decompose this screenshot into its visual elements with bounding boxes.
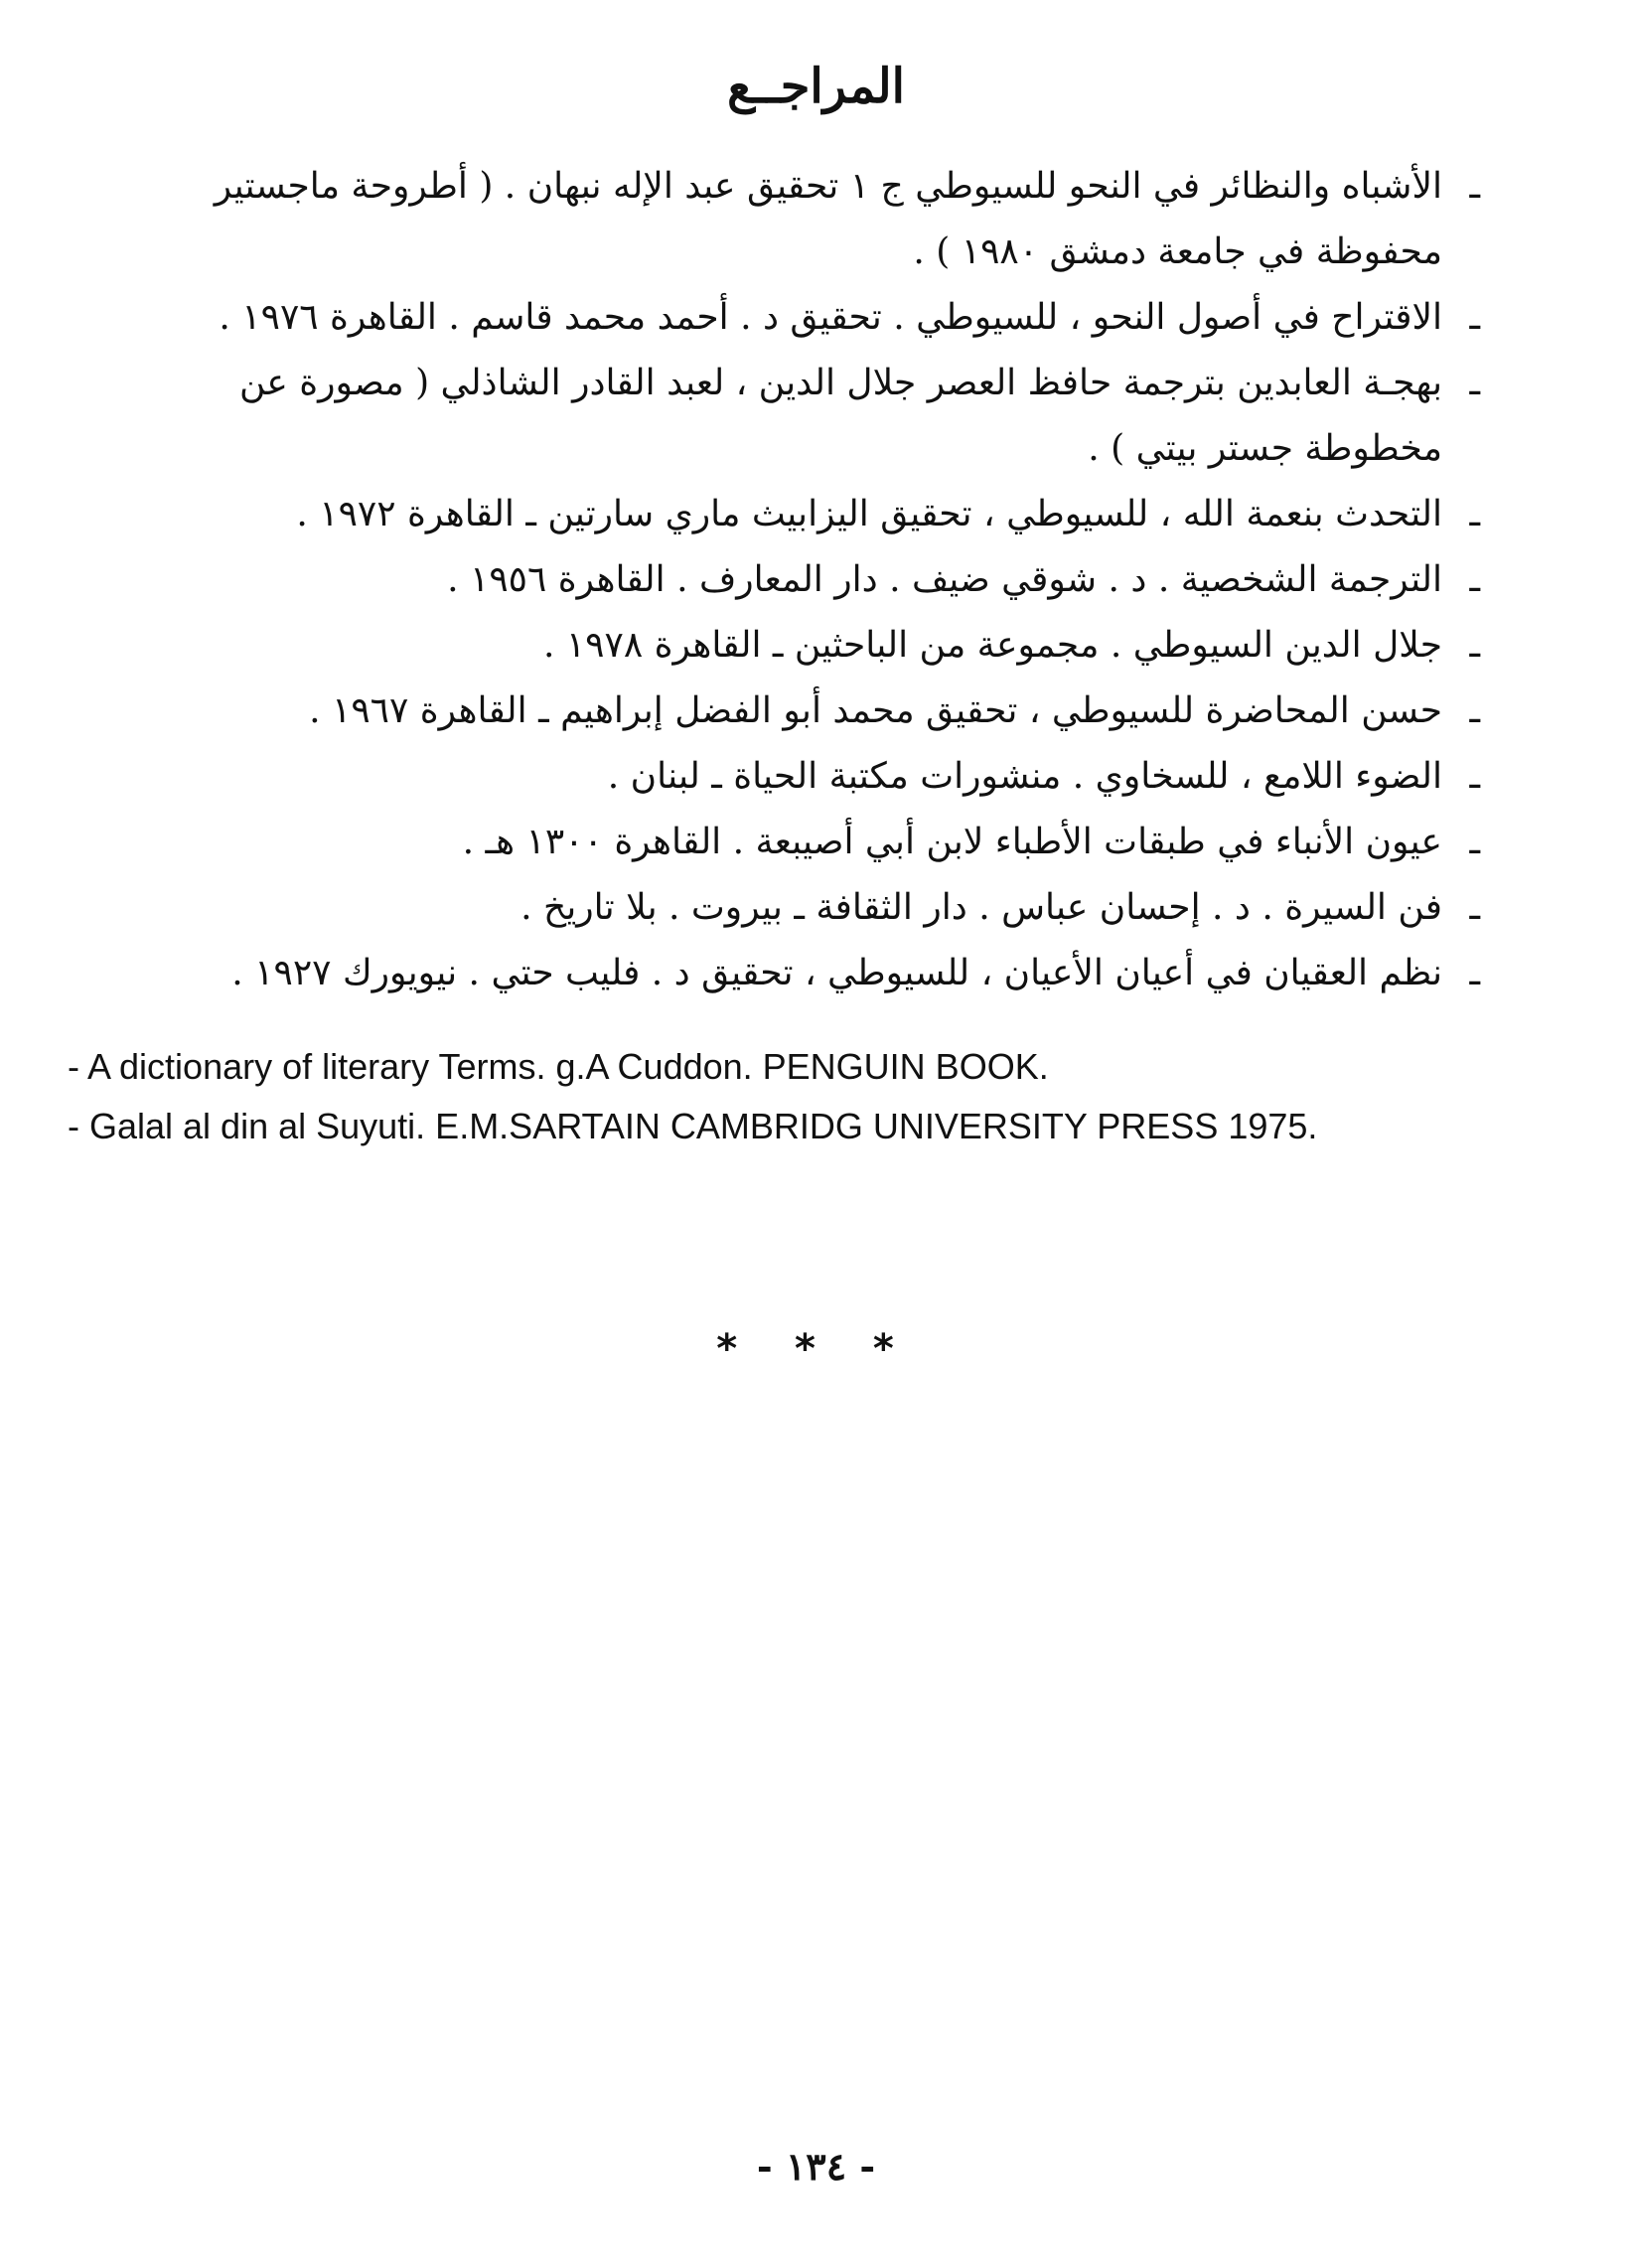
arabic-reference-item	[199, 482, 1480, 547]
reference-text: عيون الأنباء في طبقات الأطباء لابن أبي أصيبعة . القاهرة ١٣٠٠ هـ .	[462, 822, 1442, 862]
reference-text: بهجـة العابدين بترجمة حافظ العصر جلال الدين ، لعبد القادر الشاذلي ( مصورة عن مخطوطة جستر بيتي ) .	[238, 363, 1442, 469]
arabic-reference-item	[199, 351, 1480, 482]
list-dash: ـ	[1469, 887, 1480, 928]
list-dash: ـ	[1469, 690, 1480, 731]
arabic-references-list	[199, 154, 1480, 1006]
list-dash: ـ	[1469, 953, 1480, 993]
arabic-reference-item	[199, 744, 1480, 810]
english-reference-item: - A dictionary of literary Terms. g.A Cuddon. PENGUIN BOOK.	[68, 1046, 1049, 1087]
list-dash: ـ	[1469, 822, 1480, 862]
reference-text: نظم العقيان في أعيان الأعيان ، للسيوطي ، تحقيق د . فليب حتي . نيويورك ١٩٢٧ .	[231, 953, 1442, 993]
reference-text: الضوء اللامع ، للسخاوي . منشورات مكتبة الحياة ـ لبنان .	[607, 756, 1442, 797]
list-dash: ـ	[1469, 625, 1480, 666]
reference-text: الترجمة الشخصية . د . شوقي ضيف . دار المعارف . القاهرة ١٩٥٦ .	[447, 559, 1442, 600]
arabic-reference-item	[199, 154, 1480, 285]
english-reference-item: - Galal al din al Suyuti. E.M.SARTAIN CAMBRIDG UNIVERSITY PRESS 1975.	[68, 1106, 1318, 1146]
list-dash: ـ	[1469, 756, 1480, 797]
section-separator: * * *	[716, 1326, 916, 1372]
arabic-reference-item	[199, 810, 1480, 875]
reference-text: حسن المحاضرة للسيوطي ، تحقيق محمد أبو الفضل إبراهيم ـ القاهرة ١٩٦٧ .	[309, 690, 1442, 731]
arabic-reference-item	[199, 679, 1480, 744]
arabic-reference-item	[199, 875, 1480, 941]
list-dash: ـ	[1469, 559, 1480, 600]
arabic-reference-item	[199, 547, 1480, 613]
list-dash: ـ	[1469, 297, 1480, 338]
arabic-reference-item	[199, 613, 1480, 679]
list-dash: ـ	[1469, 363, 1480, 403]
arabic-reference-item	[199, 285, 1480, 351]
reference-text: التحدث بنعمة الله ، للسيوطي ، تحقيق اليزابيث ماري سارتين ـ القاهرة ١٩٧٢ .	[296, 494, 1442, 534]
reference-text: الأشباه والنظائر في النحو للسيوطي ج ١ تحقيق عبد الإله نبهان . ( أطروحة ماجستير محفوظة في جامعة دمشق ١٩٨٠ ) .	[214, 166, 1442, 272]
arabic-reference-item	[199, 941, 1480, 1006]
page-number: - ١٣٤ -	[756, 2144, 876, 2189]
reference-text: فن السيرة . د . إحسان عباس . دار الثقافة ـ بيروت . بلا تاريخ .	[520, 887, 1442, 928]
reference-text: الاقتراح في أصول النحو ، للسيوطي . تحقيق د . أحمد محمد قاسم . القاهرة ١٩٧٦ .	[219, 297, 1442, 338]
english-references-list	[68, 1037, 1587, 1156]
page-title: المراجــع	[727, 59, 905, 114]
reference-text: جلال الدين السيوطي . مجموعة من الباحثين ـ القاهرة ١٩٧٨ .	[542, 625, 1442, 666]
list-dash: ـ	[1469, 494, 1480, 534]
list-dash: ـ	[1469, 166, 1480, 207]
